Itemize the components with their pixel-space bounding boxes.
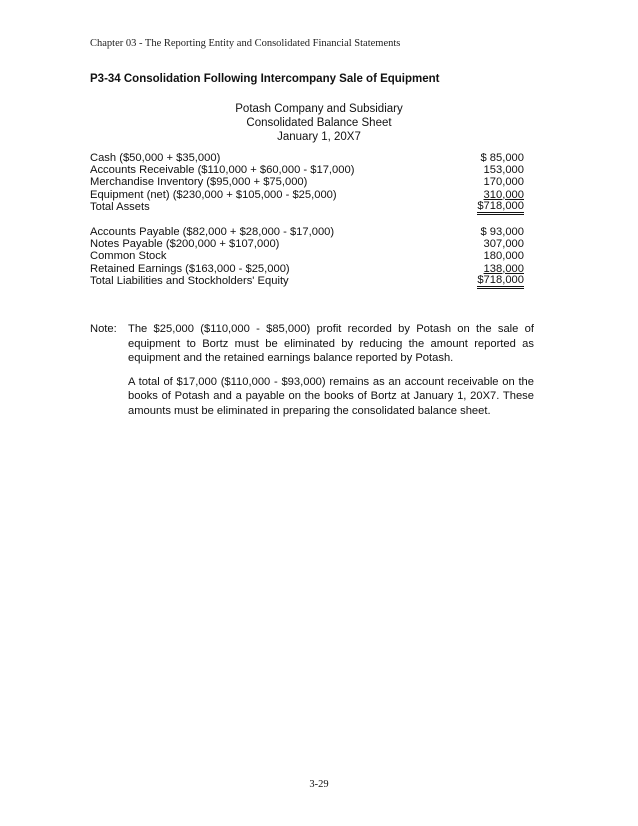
liability-row-accounts-payable — [90, 226, 524, 238]
note-paragraph-2: A total of $17,000 ($110,000 - $93,000) remains as an account receivable on the books of Potash and a payable on the books of Bortz at January 1, 20X7. These amounts must be eliminated in preparing the consolidated balance sheet. — [128, 375, 534, 417]
page-number: 3-29 — [309, 779, 329, 790]
line-item-amount: 307,000 — [483, 238, 524, 251]
equity-row-common-stock — [90, 250, 524, 262]
line-item-amount: 310,000 — [483, 188, 524, 201]
asset-row-cash — [90, 152, 524, 164]
total-amount: $718,000 — [477, 201, 524, 215]
line-item-label: Cash ($50,000 + $35,000) — [90, 152, 221, 164]
note-section — [90, 322, 534, 418]
liabilities-section — [90, 226, 524, 287]
liability-row-notes-payable — [90, 238, 524, 250]
problem-title: P3-34 Consolidation Following Intercompany Sale of Equipment — [90, 73, 440, 85]
statement-name: Consolidated Balance Sheet — [246, 117, 392, 129]
line-item-amount: 170,000 — [483, 176, 524, 189]
total-label: Total Assets — [90, 200, 150, 213]
line-item-amount: 180,000 — [483, 250, 524, 263]
company-name: Potash Company and Subsidiary — [235, 103, 403, 115]
line-item-label: Equipment (net) ($230,000 + $105,000 - $25,000) — [90, 188, 337, 201]
asset-row-accounts-receivable — [90, 164, 524, 176]
line-item-label: Merchandise Inventory ($95,000 + $75,000) — [90, 176, 308, 189]
line-item-label: Notes Payable ($200,000 + $107,000) — [90, 238, 280, 251]
asset-row-inventory — [90, 176, 524, 188]
equity-row-retained-earnings — [90, 263, 524, 275]
statement-date: January 1, 20X7 — [277, 131, 361, 143]
liability-row-total — [90, 275, 524, 287]
chapter-header: Chapter 03 - The Reporting Entity and Consolidated Financial Statements — [90, 38, 401, 49]
assets-section — [90, 152, 524, 213]
note-label: Note: — [90, 323, 117, 335]
asset-row-total — [90, 201, 524, 213]
line-item-amount: $ 93,000 — [480, 226, 524, 238]
total-amount: $718,000 — [477, 275, 524, 289]
line-item-amount: 138,000 — [483, 262, 524, 275]
note-paragraph-1: The $25,000 ($110,000 - $85,000) profit recorded by Potash on the sale of equipment to Bortz must be eliminated by reducing the amount reported as equipment and the retained earnings balance reported by Potash. — [128, 323, 534, 364]
asset-row-equipment — [90, 189, 524, 201]
statement-heading — [0, 102, 638, 144]
line-item-amount: $ 85,000 — [480, 152, 524, 164]
total-label: Total Liabilities and Stockholders' Equity — [90, 274, 289, 287]
line-item-label: Common Stock — [90, 250, 167, 263]
line-item-label: Accounts Receivable ($110,000 + $60,000 - $17,000) — [90, 164, 355, 177]
line-item-label: Retained Earnings ($163,000 - $25,000) — [90, 262, 290, 275]
line-item-label: Accounts Payable ($82,000 + $28,000 - $17,000) — [90, 226, 335, 238]
line-item-amount: 153,000 — [483, 164, 524, 177]
